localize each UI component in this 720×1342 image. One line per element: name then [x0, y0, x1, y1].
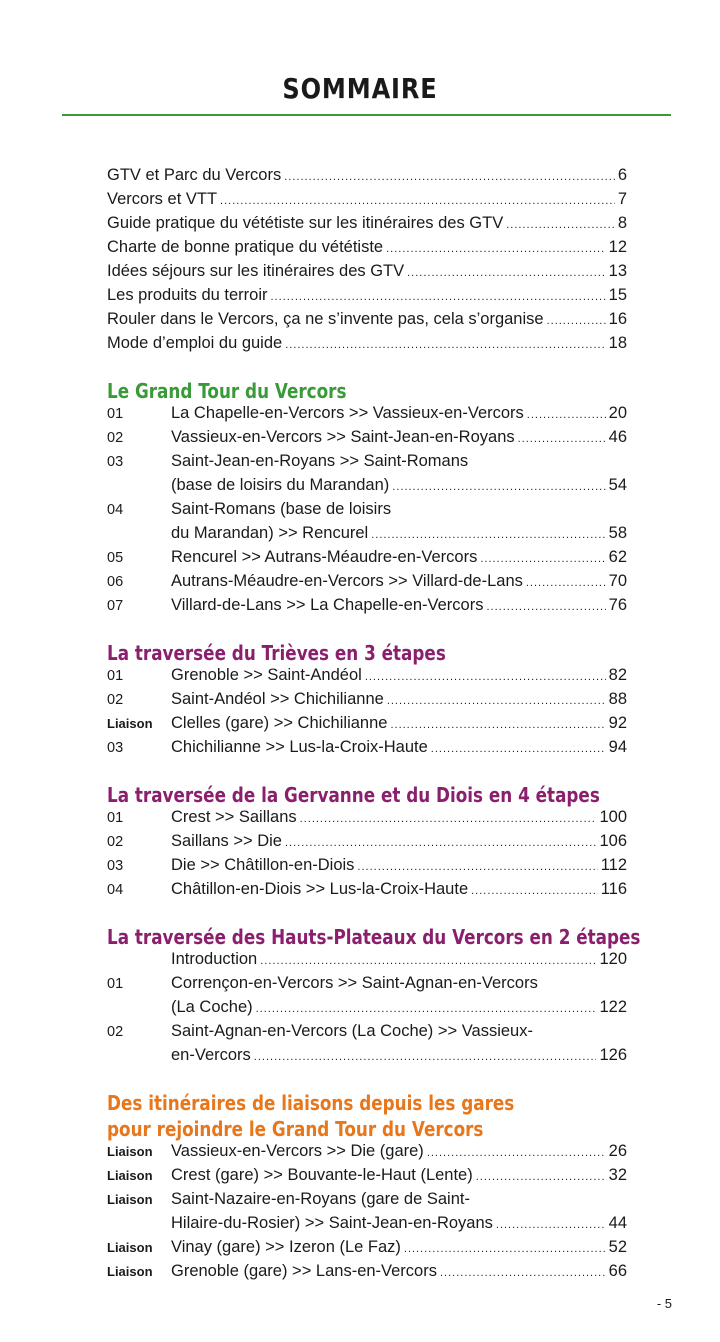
dot-leader	[284, 171, 615, 183]
entry-page: 116	[600, 880, 627, 898]
entry-page: 62	[608, 548, 627, 566]
dot-leader	[547, 315, 606, 327]
entry-page: 18	[608, 334, 627, 352]
entry-title: Vassieux-en-Vercors >> Die (gare)	[171, 1142, 424, 1160]
entry-title: Grenoble (gare) >> Lans-en-Vercors	[171, 1262, 437, 1280]
dot-leader	[386, 243, 606, 255]
entry-title: GTV et Parc du Vercors	[107, 166, 282, 184]
entry-number: 01	[107, 668, 124, 684]
entry-page: 100	[599, 808, 627, 826]
entry-title: Saint-Andéol >> Chichilianne	[171, 690, 384, 708]
entry-number: 06	[107, 574, 124, 590]
toc-entry[interactable]	[107, 286, 627, 310]
dot-leader	[260, 955, 596, 967]
toc-entry[interactable]	[107, 666, 627, 690]
dot-leader	[357, 861, 597, 873]
entry-title: Vercors et VTT	[107, 190, 218, 208]
toc-entry[interactable]	[107, 808, 627, 832]
entry-page: 8	[617, 214, 627, 232]
entry-title: Vinay (gare) >> Izeron (Le Faz)	[171, 1238, 401, 1256]
entry-title: Corrençon-en-Vercors >> Saint-Agnan-en-Vercors	[171, 974, 538, 992]
entry-page: 106	[599, 832, 627, 850]
toc-entry[interactable]	[107, 714, 627, 738]
toc-entry[interactable]	[107, 476, 627, 500]
section-title-liaisons-line2: pour rejoindre le Grand Tour du Vercors	[107, 1117, 484, 1141]
dot-leader	[365, 671, 606, 683]
section-list-hauts-plateaux	[107, 950, 627, 1070]
toc-entry[interactable]	[107, 1046, 627, 1070]
dot-leader	[371, 529, 605, 541]
entry-number: Liaison	[107, 1168, 153, 1183]
entry-title: en-Vercors	[171, 1046, 251, 1064]
section-title-liaisons-line1: Des itinéraires de liaisons depuis les gares	[107, 1091, 515, 1115]
entry-title: Saint-Romans (base de loisirs	[171, 500, 392, 518]
section-list-grand-tour	[107, 404, 627, 620]
entry-page: 126	[599, 1046, 627, 1064]
entry-number: 03	[107, 858, 124, 874]
toc-entry[interactable]	[107, 690, 627, 714]
dot-leader	[431, 743, 606, 755]
toc-entry[interactable]	[107, 1142, 627, 1166]
entry-page: 13	[608, 262, 627, 280]
toc-entry[interactable]	[107, 1166, 627, 1190]
dot-leader	[300, 813, 597, 825]
toc-entry[interactable]	[107, 1238, 627, 1262]
entry-page: 32	[608, 1166, 627, 1184]
toc-entry[interactable]	[107, 832, 627, 856]
toc-entry[interactable]	[107, 524, 627, 548]
entry-title: Crest (gare) >> Bouvante-le-Haut (Lente)	[171, 1166, 473, 1184]
entry-page: 44	[608, 1214, 627, 1232]
toc-entry[interactable]	[107, 1214, 627, 1238]
table-of-contents	[107, 166, 641, 1286]
section-title-hauts-plateaux: La traversée des Hauts-Plateaux du Vercors en 2 étapes	[107, 925, 641, 949]
toc-entry[interactable]	[107, 880, 627, 904]
toc-entry[interactable]	[107, 238, 627, 262]
entry-title: Guide pratique du vététiste sur les itinéraires des GTV	[107, 214, 504, 232]
toc-entry[interactable]	[107, 738, 627, 762]
entry-page: 88	[608, 690, 627, 708]
entry-page: 94	[608, 738, 627, 756]
entry-page: 122	[599, 998, 627, 1016]
section-list-trieves	[107, 666, 627, 762]
dot-leader	[526, 577, 606, 589]
dot-leader	[254, 1051, 597, 1063]
entry-title: Vassieux-en-Vercors >> Saint-Jean-en-Royans	[171, 428, 515, 446]
entry-title: Saint-Agnan-en-Vercors (La Coche) >> Vassieux-	[171, 1022, 533, 1040]
entry-title: Saint-Jean-en-Royans >> Saint-Romans	[171, 452, 469, 470]
toc-entry[interactable]	[107, 262, 627, 286]
dot-leader	[404, 1243, 606, 1255]
dot-leader	[506, 219, 615, 231]
section-title-gervanne: La traversée de la Gervanne et du Diois en 4 étapes	[107, 783, 600, 807]
entry-number: 02	[107, 1024, 124, 1040]
entry-number: 03	[107, 740, 124, 756]
entry-page: 54	[608, 476, 627, 494]
dot-leader	[285, 339, 605, 351]
section-title-trieves: La traversée du Trièves en 3 étapes	[107, 641, 446, 665]
entry-number: Liaison	[107, 1144, 153, 1159]
toc-entry[interactable]	[107, 334, 627, 358]
entry-title: La Chapelle-en-Vercors >> Vassieux-en-Vercors	[171, 404, 524, 422]
entry-title: Saillans >> Die	[171, 832, 282, 850]
section-list-gervanne	[107, 808, 627, 904]
entry-number: 04	[107, 882, 124, 898]
toc-entry[interactable]	[107, 596, 627, 620]
toc-entry[interactable]	[107, 974, 627, 998]
entry-title: Villard-de-Lans >> La Chapelle-en-Vercors	[171, 596, 484, 614]
dot-leader	[271, 291, 606, 303]
toc-entry[interactable]	[107, 214, 627, 238]
toc-entry[interactable]	[107, 500, 627, 524]
entry-title: Hilaire-du-Rosier) >> Saint-Jean-en-Royans	[171, 1214, 493, 1232]
entry-title: Introduction	[171, 950, 258, 968]
entry-page: 26	[608, 1142, 627, 1160]
entry-number: 01	[107, 810, 124, 826]
toc-entry[interactable]	[107, 856, 627, 880]
entry-title: Autrans-Méaudre-en-Vercors >> Villard-de-Lans	[171, 572, 523, 590]
entry-number: 02	[107, 834, 124, 850]
entry-page: 58	[608, 524, 627, 542]
entry-page: 92	[608, 714, 627, 732]
toc-entry[interactable]	[107, 1262, 627, 1286]
dot-leader	[480, 553, 605, 565]
toc-entry[interactable]	[107, 548, 627, 572]
title-divider	[62, 114, 671, 116]
entry-title: du Marandan) >> Rencurel	[171, 524, 369, 542]
entry-page: 46	[608, 428, 627, 446]
dot-leader	[392, 481, 605, 493]
entry-number: Liaison	[107, 1192, 153, 1207]
dot-leader	[220, 195, 615, 207]
entry-title: Crest >> Saillans	[171, 808, 297, 826]
entry-page: 66	[608, 1262, 627, 1280]
dot-leader	[486, 601, 605, 613]
dot-leader	[390, 719, 605, 731]
entry-title: Rouler dans le Vercors, ça ne s’invente pas, cela s’organise	[107, 310, 544, 328]
toc-entry[interactable]	[107, 310, 627, 334]
entry-page: 82	[608, 666, 627, 684]
entry-page: 7	[617, 190, 627, 208]
entry-number: Liaison	[107, 716, 153, 731]
entry-number: Liaison	[107, 1240, 153, 1255]
entry-title: Chichilianne >> Lus-la-Croix-Haute	[171, 738, 428, 756]
entry-title: Clelles (gare) >> Chichilianne	[171, 714, 388, 732]
dot-leader	[285, 837, 596, 849]
dot-leader	[518, 433, 606, 445]
entry-page: 12	[608, 238, 627, 256]
dot-leader	[471, 885, 598, 897]
dot-leader	[387, 695, 606, 707]
toc-entry[interactable]	[107, 950, 627, 974]
entry-number: Liaison	[107, 1264, 153, 1279]
entry-number: 03	[107, 454, 124, 470]
page-title: SOMMAIRE	[282, 72, 438, 105]
entry-title: Les produits du terroir	[107, 286, 268, 304]
entry-page: 120	[599, 950, 627, 968]
entry-page: 52	[608, 1238, 627, 1256]
entry-number: 04	[107, 502, 124, 518]
entry-number: 05	[107, 550, 124, 566]
entry-title: (La Coche)	[171, 998, 253, 1016]
dot-leader	[527, 409, 606, 421]
entry-page: 20	[608, 404, 627, 422]
entry-page: 70	[608, 572, 627, 590]
entry-page: 6	[617, 166, 627, 184]
entry-title: Charte de bonne pratique du vététiste	[107, 238, 384, 256]
dot-leader	[496, 1219, 606, 1231]
dot-leader	[476, 1171, 606, 1183]
toc-entry[interactable]	[107, 452, 627, 476]
toc-entry[interactable]	[107, 166, 627, 190]
toc-entry[interactable]	[107, 190, 627, 214]
dot-leader	[407, 267, 606, 279]
entry-number: 02	[107, 430, 124, 446]
intro-list	[107, 166, 627, 358]
toc-entry[interactable]	[107, 1190, 627, 1214]
section-list-liaisons	[107, 1142, 627, 1286]
page-number: - 5	[656, 1296, 672, 1311]
entry-page: 76	[608, 596, 627, 614]
entry-title: (base de loisirs du Marandan)	[171, 476, 390, 494]
entry-title: Grenoble >> Saint-Andéol	[171, 666, 362, 684]
toc-entry[interactable]	[107, 428, 627, 452]
toc-entry[interactable]	[107, 998, 627, 1022]
dot-leader	[256, 1003, 597, 1015]
entry-page: 16	[608, 310, 627, 328]
entry-number: 01	[107, 976, 124, 992]
toc-entry[interactable]	[107, 572, 627, 596]
dot-leader	[427, 1147, 606, 1159]
entry-number: 02	[107, 692, 124, 708]
entry-title: Mode d’emploi du guide	[107, 334, 283, 352]
entry-title: Châtillon-en-Diois >> Lus-la-Croix-Haute	[171, 880, 469, 898]
entry-number: 01	[107, 406, 124, 422]
entry-page: 15	[608, 286, 627, 304]
entry-page: 112	[600, 856, 627, 874]
entry-title: Idées séjours sur les itinéraires des GTV	[107, 262, 405, 280]
entry-title: Saint-Nazaire-en-Royans (gare de Saint-	[171, 1190, 470, 1208]
entry-title: Die >> Châtillon-en-Diois	[171, 856, 355, 874]
dot-leader	[440, 1267, 606, 1279]
toc-entry[interactable]	[107, 404, 627, 428]
section-title-grand-tour: Le Grand Tour du Vercors	[107, 379, 347, 403]
entry-number: 07	[107, 598, 124, 614]
toc-entry[interactable]	[107, 1022, 627, 1046]
entry-title: Rencurel >> Autrans-Méaudre-en-Vercors	[171, 548, 478, 566]
